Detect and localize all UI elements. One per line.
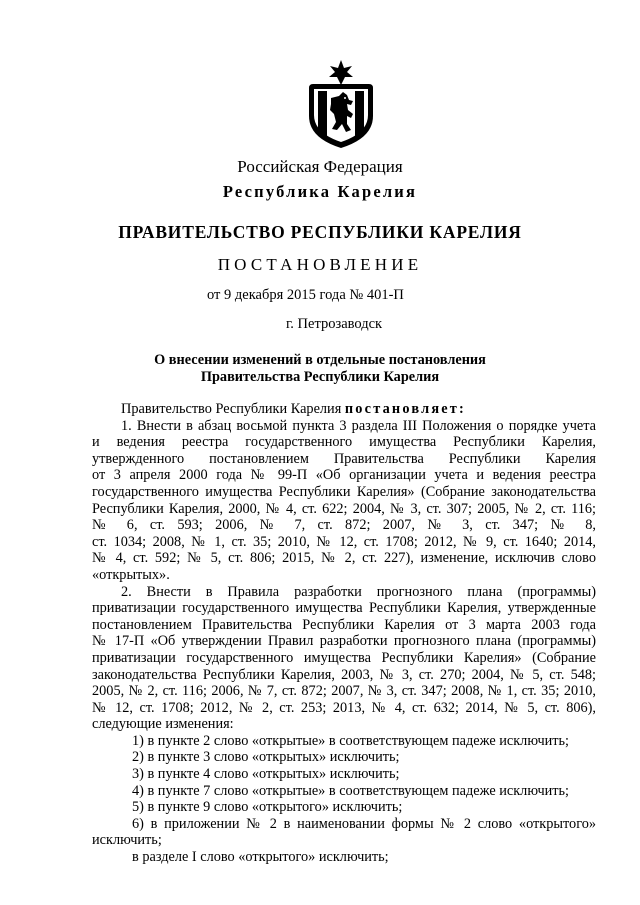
star-shape	[329, 60, 353, 85]
body-line: № 6, ст. 593; 2006, № 7, ст. 872; 2007, № 3, ст. 347; № 8,	[92, 517, 596, 534]
body-line: следующие изменения:	[92, 716, 234, 733]
intro-line	[92, 401, 596, 418]
body-line: и ведения реестра государственного имущества Республики Карелия,	[92, 434, 596, 451]
body-line: 2. Внести в Правила разработки прогнозного плана (программы)	[121, 583, 596, 600]
document-title	[0, 352, 640, 386]
intro-prefix: Правительство Республики Карелия	[121, 401, 345, 417]
body-line: постановлением Правительства Республики Карелия от 3 марта 2003 года	[92, 616, 596, 633]
title-line-1: О внесении изменений в отдельные постановления	[154, 352, 486, 368]
body-line: от 3 апреля 2000 года № 99-П «Об организации учета и ведения реестра	[92, 467, 596, 484]
body-line: № 17-П «Об утверждении Правил разработки прогнозного плана (программы)	[92, 633, 596, 650]
republic-name: Республика Карелия	[222, 182, 418, 201]
body-line: № 4, ст. 592; № 5, ст. 806; 2015, № 2, ст. 227), изменение, исключив слово	[92, 550, 596, 567]
document-city: г. Петрозаводск	[286, 316, 383, 332]
document-type: ПОСТАНОВЛЕНИЕ	[217, 255, 423, 274]
intro-decree: постановляет:	[344, 401, 466, 417]
coat-of-arms-icon	[301, 58, 381, 150]
body-line: 5) в пункте 9 слово «открытого» исключить;	[132, 799, 403, 816]
government-name: ПРАВИТЕЛЬСТВО РЕСПУБЛИКИ КАРЕЛИЯ	[118, 222, 522, 242]
body-line: приватизации государственного имущества Республики Карелия» (Собрание	[92, 649, 596, 666]
body-line: «открытых».	[92, 566, 170, 583]
body-line: государственного имущества Республики Карелия» (Собрание законодательства	[92, 483, 596, 500]
body-line: 1) в пункте 2 слово «открытые» в соответствующем падеже исключить;	[132, 732, 570, 749]
document-date-number: от 9 декабря 2015 года № 401-П	[207, 287, 404, 303]
body-line: № 12, ст. 1708; 2012, № 2, ст. 253; 2013, № 4, ст. 632; 2014, № 5, ст. 806),	[92, 699, 596, 716]
body-line: 6) в приложении № 2 в наименовании формы № 2 слово «открытого»	[132, 815, 596, 832]
body-line: Республики Карелия, 2000, № 4, ст. 622; 2004, № 3, ст. 307; 2005, № 2, ст. 116;	[92, 500, 596, 517]
body-line: утвержденного постановлением Правительства Республики Карелия	[92, 450, 596, 467]
body-line: 3) в пункте 4 слово «открытых» исключить;	[132, 766, 400, 783]
body-line: законодательства Республики Карелия, 2003, № 3, ст. 270; 2004, № 5, ст. 548;	[92, 666, 596, 683]
body-line: приватизации государственного имущества Республики Карелия, утвержденные	[92, 600, 596, 617]
body-line: 2) в пункте 3 слово «открытых» исключить;	[132, 749, 400, 766]
body-line: 4) в пункте 7 слово «открытые» в соответствующем падеже исключить;	[132, 782, 570, 799]
body-line: 1. Внести в абзац восьмой пункта 3 раздела III Положения о порядке учета	[121, 417, 596, 434]
country-name: Российская Федерация	[237, 157, 403, 176]
title-line-2: Правительства Республики Карелия	[200, 369, 440, 385]
body-line: ст. 1034; 2008, № 1, ст. 35; 2010, № 12, ст. 1708; 2012, № 9, ст. 1640; 2014,	[92, 533, 596, 550]
document-body	[92, 401, 596, 866]
body-line: исключить;	[92, 832, 162, 849]
body-line: в разделе I слово «открытого» исключить;	[132, 849, 389, 866]
body-line: 2005, № 2, ст. 116; 2006, № 7, ст. 872; 2007, № 3, ст. 347; 2008, № 1, ст. 35; 2010,	[92, 683, 596, 700]
